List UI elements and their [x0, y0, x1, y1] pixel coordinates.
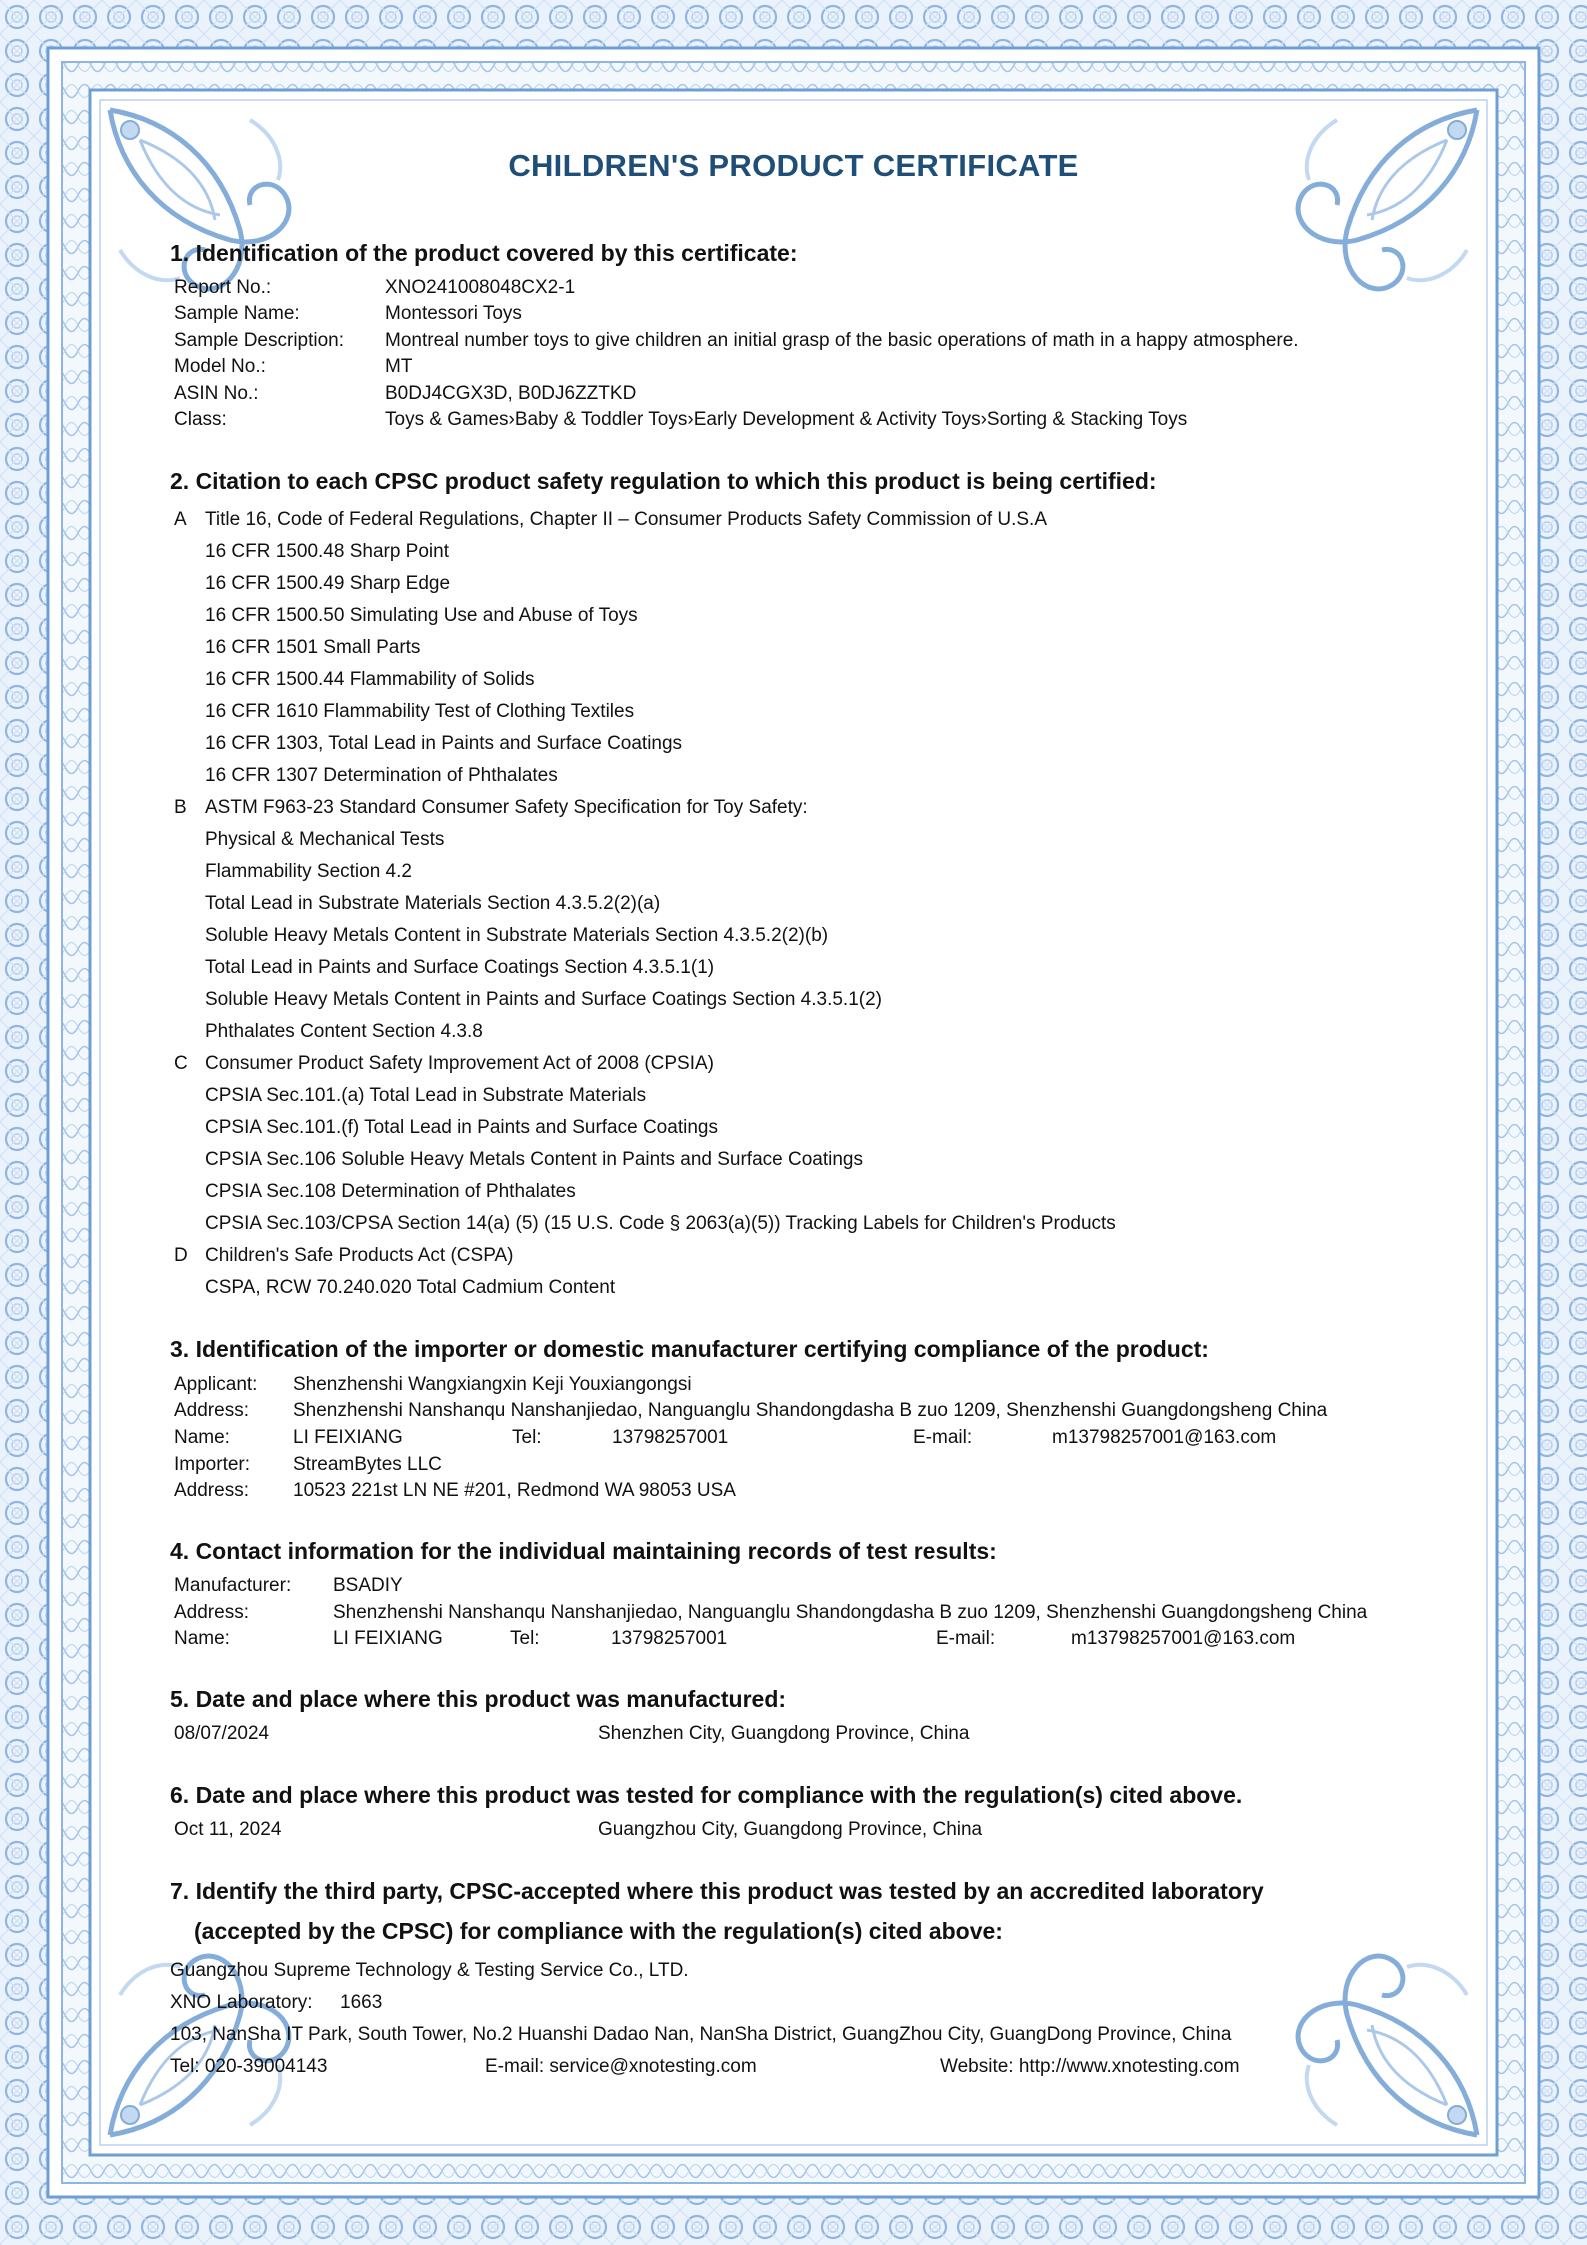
group-a-letter: A [174, 509, 187, 530]
model-no-label: Model No.: [174, 356, 266, 377]
report-no-value: XNO241008048CX2-1 [385, 277, 576, 298]
section-4-heading: 4. Contact information for the individual maintaining records of test results: [170, 1538, 997, 1564]
email-value: m13798257001@163.com [1052, 1427, 1277, 1448]
model-no-value: MT [385, 356, 413, 377]
tel-value: 13798257001 [612, 1427, 729, 1448]
asin-no-label: ASIN No.: [174, 383, 259, 404]
asin-no-value: B0DJ4CGX3D, B0DJ6ZZTKD [385, 383, 637, 404]
lab-number: 1663 [340, 1992, 383, 2013]
importer-address-label: Address: [174, 1480, 249, 1501]
contact-tel-value: 13798257001 [611, 1628, 728, 1649]
regulation-item: CPSIA Sec.101.(a) Total Lead in Substrate Materials [205, 1085, 647, 1106]
section-2-heading: 2. Citation to each CPSC product safety regulation to which this product is being certified: [170, 468, 1157, 494]
regulation-item: CPSIA Sec.106 Soluble Heavy Metals Content in Paints and Surface Coatings [205, 1149, 863, 1170]
manufacturer-address-value: Shenzhenshi Nanshanqu Nanshanjiedao, Nanguanglu Shandongdasha B zuo 1209, Shenzhenshi Guangdongsheng China [333, 1602, 1368, 1623]
report-no-label: Report No.: [174, 277, 272, 298]
regulation-item: Soluble Heavy Metals Content in Substrate Materials Section 4.3.5.2(2)(b) [205, 925, 829, 946]
tested-place: Guangzhou City, Guangdong Province, China [598, 1819, 983, 1840]
regulation-item: Soluble Heavy Metals Content in Paints and Surface Coatings Section 4.3.5.1(2) [205, 989, 882, 1010]
importer-label: Importer: [174, 1454, 251, 1475]
sample-description-label: Sample Description: [174, 330, 345, 351]
section-3-heading: 3. Identification of the importer or domestic manufacturer certifying compliance of the product: [170, 1336, 1209, 1362]
contact-tel-label: Tel: [510, 1628, 540, 1649]
regulation-item: 16 CFR 1303, Total Lead in Paints and Surface Coatings [205, 733, 683, 754]
regulation-item: 16 CFR 1500.49 Sharp Edge [205, 573, 451, 594]
group-c-letter: C [174, 1053, 188, 1074]
group-d-title: Children's Safe Products Act (CSPA) [205, 1245, 514, 1266]
contact-email-label: E-mail: [936, 1628, 996, 1649]
manufacturer-address-label: Address: [174, 1602, 249, 1623]
tested-date: Oct 11, 2024 [174, 1819, 282, 1840]
manufactured-date: 08/07/2024 [174, 1723, 270, 1744]
section-1-heading: 1. Identification of the product covered by this certificate: [170, 240, 798, 266]
manufactured-place: Shenzhen City, Guangdong Province, China [598, 1723, 970, 1744]
sample-name-value: Montessori Toys [385, 303, 522, 324]
regulation-item: 16 CFR 1307 Determination of Phthalates [205, 765, 558, 786]
regulation-item: 16 CFR 1500.48 Sharp Point [205, 541, 449, 562]
email-label: E-mail: [913, 1427, 973, 1448]
manufacturer-label: Manufacturer: [174, 1575, 292, 1596]
regulation-item: CSPA, RCW 70.240.020 Total Cadmium Content [205, 1277, 616, 1298]
section-7-heading-cont: (accepted by the CPSC) for compliance with the regulation(s) cited above: [194, 1918, 1003, 1944]
regulation-item: 16 CFR 1610 Flammability Test of Clothing Textiles [205, 701, 635, 722]
address-value: Shenzhenshi Nanshanqu Nanshanjiedao, Nanguanglu Shandongdasha B zuo 1209, Shenzhenshi Guangdongsheng China [293, 1400, 1328, 1421]
applicant-label: Applicant: [174, 1374, 258, 1395]
group-b-letter: B [174, 797, 187, 818]
regulation-item: CPSIA Sec.103/CPSA Section 14(a) (5) (15 U.S. Code § 2063(a)(5)) Tracking Labels for Children's Products [205, 1213, 1116, 1234]
importer-address-value: 10523 221st LN NE #201, Redmond WA 98053 USA [293, 1480, 736, 1501]
section-7-heading: 7. Identify the third party, CPSC-accepted where this product was tested by an accredited laboratory [170, 1878, 1264, 1904]
regulation-item: Total Lead in Substrate Materials Section 4.3.5.2(2)(a) [205, 893, 661, 914]
regulation-item: Flammability Section 4.2 [205, 861, 412, 882]
regulation-item: CPSIA Sec.108 Determination of Phthalates [205, 1181, 576, 1202]
regulation-item: CPSIA Sec.101.(f) Total Lead in Paints and Surface Coatings [205, 1117, 718, 1138]
page-title: CHILDREN'S PRODUCT CERTIFICATE [508, 148, 1079, 183]
tel-label: Tel: [512, 1427, 542, 1448]
name-label: Name: [174, 1427, 230, 1448]
lab-website: Website: http://www.xnotesting.com [940, 2056, 1240, 2077]
regulation-item: 16 CFR 1500.44 Flammability of Solids [205, 669, 535, 690]
group-c-title: Consumer Product Safety Improvement Act of 2008 (CPSIA) [205, 1053, 715, 1074]
manufacturer-value: BSADIY [333, 1575, 403, 1596]
regulation-item: Physical & Mechanical Tests [205, 829, 445, 850]
regulation-item: Phthalates Content Section 4.3.8 [205, 1021, 483, 1042]
lab-label: XNO Laboratory: [170, 1992, 313, 2013]
sample-description-value: Montreal number toys to give children an initial grasp of the basic operations of math in a happy atmosphere. [385, 330, 1299, 351]
contact-email-value: m13798257001@163.com [1071, 1628, 1296, 1649]
lab-tel: Tel: 020-39004143 [170, 2056, 328, 2077]
importer-value: StreamBytes LLC [293, 1454, 442, 1475]
regulation-item: 16 CFR 1500.50 Simulating Use and Abuse of Toys [205, 605, 638, 626]
applicant-value: Shenzhenshi Wangxiangxin Keji Youxiangongsi [293, 1374, 692, 1395]
regulation-item: 16 CFR 1501 Small Parts [205, 637, 421, 658]
regulation-item: Total Lead in Paints and Surface Coatings Section 4.3.5.1(1) [205, 957, 715, 978]
name-value: LI FEIXIANG [293, 1427, 403, 1448]
class-value: Toys & Games›Baby & Toddler Toys›Early Development & Activity Toys›Sorting & Stacking Toys [385, 409, 1188, 430]
contact-name-value: LI FEIXIANG [333, 1628, 443, 1649]
class-label: Class: [174, 409, 227, 430]
address-label: Address: [174, 1400, 249, 1421]
section-6-heading: 6. Date and place where this product was tested for compliance with the regulation(s) cited above. [170, 1782, 1243, 1808]
section-5-heading: 5. Date and place where this product was manufactured: [170, 1686, 787, 1712]
group-b-title: ASTM F963-23 Standard Consumer Safety Specification for Toy Safety: [205, 797, 808, 818]
sample-name-label: Sample Name: [174, 303, 300, 324]
lab-company: Guangzhou Supreme Technology & Testing Service Co., LTD. [170, 1960, 689, 1981]
lab-email: E-mail: service@xnotesting.com [485, 2056, 757, 2077]
lab-address: 103, NanSha IT Park, South Tower, No.2 Huanshi Dadao Nan, NanSha District, GuangZhou City, GuangDong Province, China [170, 2024, 1232, 2045]
group-d-letter: D [174, 1245, 188, 1266]
group-a-title: Title 16, Code of Federal Regulations, Chapter II – Consumer Products Safety Commission of U.S.A [205, 509, 1048, 530]
contact-name-label: Name: [174, 1628, 230, 1649]
